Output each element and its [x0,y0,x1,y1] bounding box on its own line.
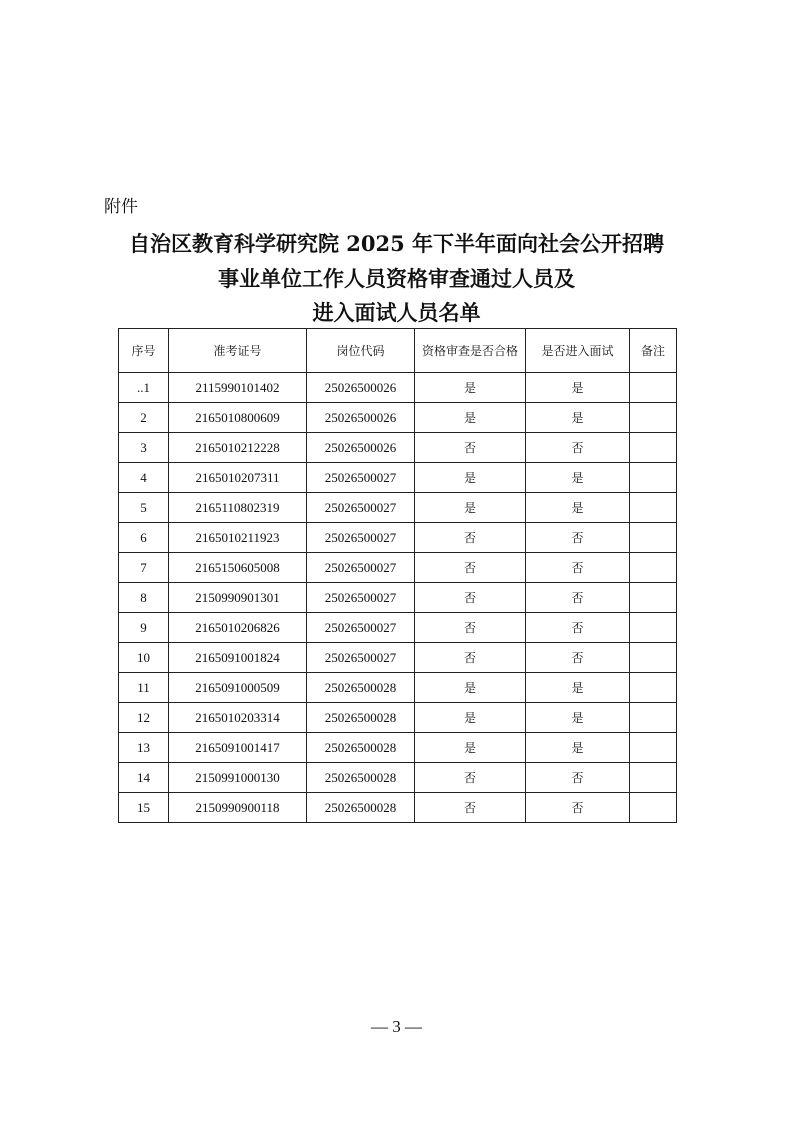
cell-position-code: 25026500026 [307,433,415,463]
cell-exam-no: 2165091001824 [169,643,307,673]
cell-qualified: 是 [415,373,526,403]
cell-seq: 6 [119,523,169,553]
cell-interview: 是 [526,493,630,523]
cell-interview: 是 [526,673,630,703]
cell-position-code: 25026500028 [307,733,415,763]
cell-remarks [630,793,677,823]
cell-seq: 10 [119,643,169,673]
cell-exam-no: 2165091001417 [169,733,307,763]
cell-exam-no: 2150990900118 [169,793,307,823]
cell-qualified: 否 [415,433,526,463]
cell-position-code: 25026500027 [307,463,415,493]
cell-position-code: 25026500027 [307,643,415,673]
cell-interview: 否 [526,583,630,613]
cell-interview: 是 [526,733,630,763]
cell-seq: 5 [119,493,169,523]
cell-interview: 否 [526,763,630,793]
cell-seq: 11 [119,673,169,703]
cell-remarks [630,583,677,613]
table-body [119,373,677,823]
header-seq: 序号 [119,329,169,373]
cell-remarks [630,433,677,463]
cell-position-code: 25026500027 [307,583,415,613]
attachment-label: 附件 [104,197,138,217]
page-title-line-2: 事业单位工作人员资格审查通过人员及 [218,266,575,291]
cell-position-code: 25026500027 [307,523,415,553]
cell-position-code: 25026500028 [307,793,415,823]
header-interview: 是否进入面试 [526,329,630,373]
table-row [119,523,677,553]
cell-remarks [630,673,677,703]
cell-remarks [630,553,677,583]
cell-exam-no: 2165010206826 [169,613,307,643]
cell-remarks [630,763,677,793]
cell-seq: 7 [119,553,169,583]
cell-interview: 是 [526,403,630,433]
cell-exam-no: 2150990901301 [169,583,307,613]
cell-interview: 是 [526,703,630,733]
cell-qualified: 否 [415,793,526,823]
table-row [119,583,677,613]
page-number: — 3 — [371,1017,422,1036]
table-row [119,703,677,733]
table-header-row [119,329,677,373]
cell-remarks [630,463,677,493]
cell-interview: 否 [526,793,630,823]
cell-seq: 3 [119,433,169,463]
cell-remarks [630,373,677,403]
cell-interview: 否 [526,613,630,643]
cell-position-code: 25026500028 [307,673,415,703]
cell-interview: 否 [526,433,630,463]
table-row [119,793,677,823]
table-row [119,733,677,763]
cell-seq: 2 [119,403,169,433]
cell-qualified: 是 [415,673,526,703]
cell-interview: 是 [526,463,630,493]
cell-interview: 是 [526,373,630,403]
cell-qualified: 否 [415,613,526,643]
cell-exam-no: 2165091000509 [169,673,307,703]
cell-exam-no: 2165010211923 [169,523,307,553]
cell-seq: 14 [119,763,169,793]
cell-remarks [630,703,677,733]
cell-interview: 否 [526,553,630,583]
cell-exam-no: 2165150605008 [169,553,307,583]
cell-exam-no: 2165110802319 [169,493,307,523]
table-row [119,553,677,583]
cell-remarks [630,643,677,673]
cell-seq: 15 [119,793,169,823]
cell-qualified: 否 [415,523,526,553]
page-title-line-1: 自治区教育科学研究院 2025 年下半年面向社会公开招聘 [128,231,665,256]
cell-remarks [630,733,677,763]
cell-seq: 9 [119,613,169,643]
header-exam-no: 准考证号 [169,329,307,373]
cell-remarks [630,613,677,643]
table-row [119,493,677,523]
header-qualified: 资格审查是否合格 [415,329,526,373]
cell-qualified: 否 [415,583,526,613]
cell-seq: 13 [119,733,169,763]
header-position-code: 岗位代码 [307,329,415,373]
cell-position-code: 25026500028 [307,763,415,793]
cell-interview: 否 [526,643,630,673]
header-remarks: 备注 [630,329,677,373]
page-title-line-3: 进入面试人员名单 [312,300,481,325]
cell-exam-no: 2150991000130 [169,763,307,793]
cell-qualified: 否 [415,763,526,793]
cell-exam-no: 2115990101402 [169,373,307,403]
table-row [119,643,677,673]
table-row [119,463,677,493]
table-row [119,373,677,403]
cell-remarks [630,403,677,433]
table-row [119,763,677,793]
cell-exam-no: 2165010212228 [169,433,307,463]
cell-qualified: 否 [415,643,526,673]
cell-exam-no: 2165010203314 [169,703,307,733]
cell-position-code: 25026500027 [307,553,415,583]
cell-position-code: 25026500026 [307,403,415,433]
cell-remarks [630,493,677,523]
cell-seq: 4 [119,463,169,493]
cell-qualified: 是 [415,403,526,433]
cell-seq: 8 [119,583,169,613]
cell-qualified: 是 [415,463,526,493]
cell-qualified: 是 [415,703,526,733]
table-row [119,673,677,703]
cell-remarks [630,523,677,553]
cell-qualified: 是 [415,733,526,763]
cell-position-code: 25026500027 [307,613,415,643]
table-row [119,433,677,463]
cell-seq: 12 [119,703,169,733]
table-row [119,613,677,643]
table-row [119,403,677,433]
cell-interview: 否 [526,523,630,553]
cell-qualified: 是 [415,493,526,523]
cell-exam-no: 2165010207311 [169,463,307,493]
cell-seq: ..1 [119,373,169,403]
cell-position-code: 25026500026 [307,373,415,403]
cell-exam-no: 2165010800609 [169,403,307,433]
candidate-table [118,328,677,823]
cell-position-code: 25026500028 [307,703,415,733]
cell-qualified: 否 [415,553,526,583]
cell-position-code: 25026500027 [307,493,415,523]
